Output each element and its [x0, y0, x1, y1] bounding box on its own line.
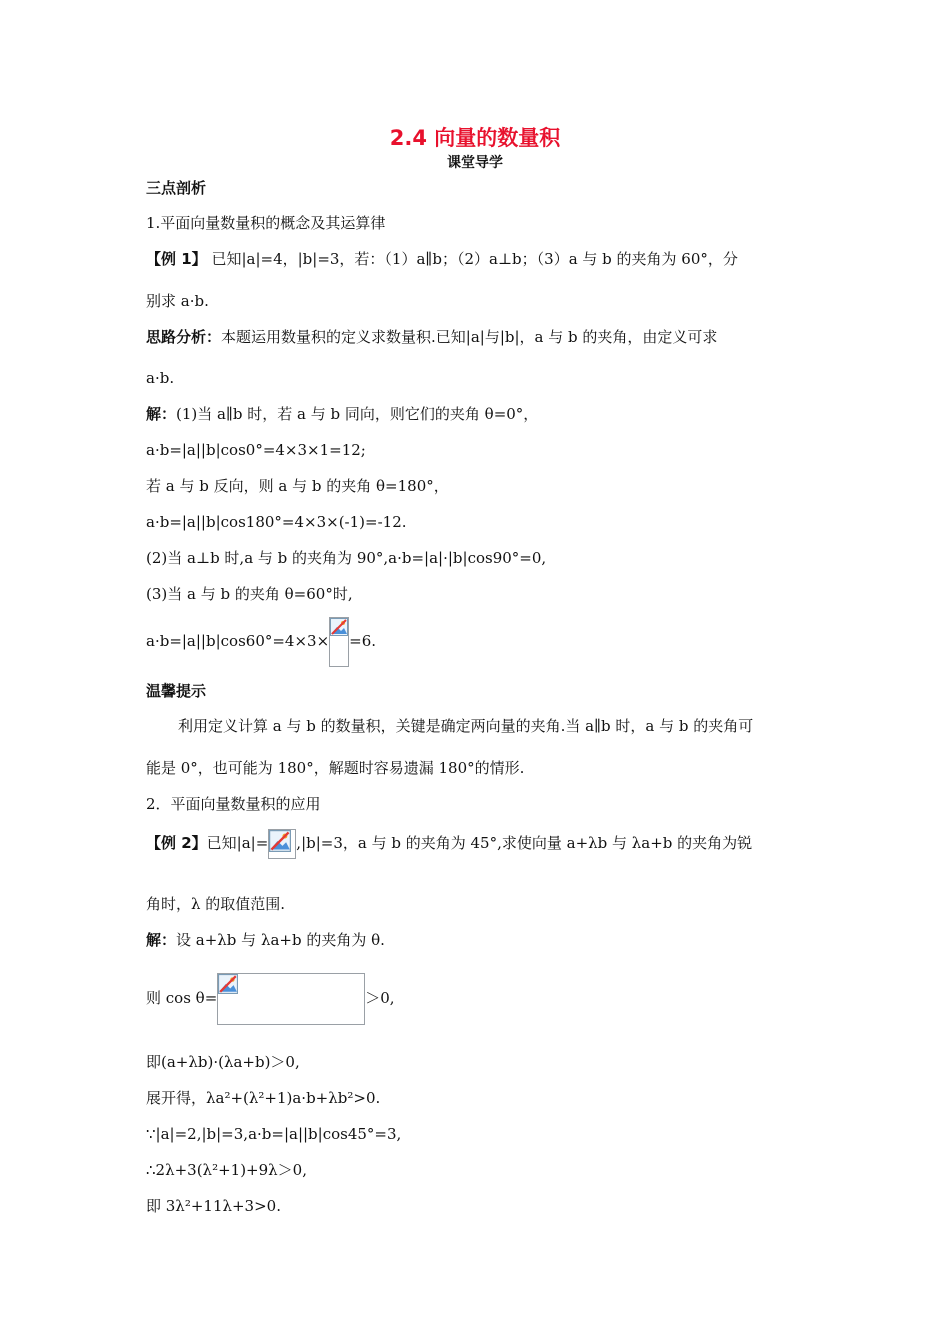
section-heading-analysis: 三点剖析 [146, 179, 207, 197]
solution-2-step-5: ∵|a|=2,|b|=3,a·b=|a||b|cos45°=3, [146, 1125, 402, 1143]
solution-step-3: 若 a 与 b 反向，则 a 与 b 的夹角 θ=180°， [146, 477, 449, 495]
analysis-text-cont: a·b. [146, 369, 175, 387]
point-2-heading: 2．平面向量数量积的应用 [146, 795, 321, 813]
solution-step-7-result: =6. [349, 632, 377, 650]
sqrt-image-icon [268, 829, 296, 859]
solution-2-step-6: ∴2λ+3(λ²+1)+9λ＞0, [146, 1161, 307, 1179]
example-2-label: 【例 2】 [146, 834, 207, 852]
solution-2-step-2-tail: ＞0, [365, 989, 395, 1007]
solution-2-line [146, 930, 385, 950]
example-1-text: 已知|a|=4，|b|=3，若：（1）a∥b；（2）a⊥b；（3）a 与 b 的夹角为 60°，分 [211, 250, 738, 268]
example-2-text-a: 已知|a|= [206, 834, 269, 852]
tip-text-1: 利用定义计算 a 与 b 的数量积，关键是确定两向量的夹角.当 a∥b 时，a 与 b 的夹角可 [178, 717, 754, 735]
analysis-text: 本题运用数量积的定义求数量积.已知|a|与|b|，a 与 b 的夹角，由定义可求 [221, 328, 718, 346]
solution-step-6: (3)当 a 与 b 的夹角 θ=60°时, [146, 585, 353, 603]
point-1-heading: 1.平面向量数量积的概念及其运算律 [146, 214, 386, 232]
cosine-formula-image-icon [217, 973, 365, 1025]
example-2-text-b: ,|b|=3，a 与 b 的夹角为 45°,求使向量 a+λb 与 λa+b 的夹角为锐 [296, 834, 753, 852]
example-1-line [146, 249, 738, 269]
tip-text-2: 能是 0°，也可能为 180°，解题时容易遗漏 180°的情形. [146, 759, 525, 777]
example-2-line [146, 828, 752, 859]
example-1-label: 【例 1】 [146, 250, 207, 268]
solution-2-step-1: 设 a+λb 与 λa+b 的夹角为 θ. [176, 931, 385, 949]
analysis-line [146, 327, 717, 347]
solution-step-7 [146, 616, 376, 667]
solution-step-5: (2)当 a⊥b 时,a 与 b 的夹角为 90°,a·b=|a|·|b|cos90°=0, [146, 549, 547, 567]
doc-title: 2.4 向量的数量积 [389, 126, 561, 150]
solution-2-step-2-text: 则 cos θ= [146, 989, 218, 1007]
solution-2-step-4: 展开得，λa²+(λ²+1)a·b+λb²>0. [146, 1089, 381, 1107]
tip-heading: 温馨提示 [146, 682, 207, 700]
solution-2-step-3: 即(a+λb)·(λa+b)＞0, [146, 1053, 300, 1071]
example-1-text-cont: 别求 a·b. [146, 292, 209, 310]
solution-step-1: (1)当 a∥b 时，若 a 与 b 同向，则它们的夹角 θ=0°， [176, 405, 539, 423]
fraction-image-icon [329, 617, 349, 667]
doc-subtitle: 课堂导学 [447, 155, 503, 171]
solution-step-7-text: a·b=|a||b|cos60°=4×3× [146, 632, 330, 650]
analysis-label: 思路分析： [146, 328, 222, 346]
solution-1-line [146, 404, 538, 424]
solution-step-2: a·b=|a||b|cos0°=4×3×1=12; [146, 441, 366, 459]
solution-2-step-7: 即 3λ²+11λ+3>0. [146, 1197, 281, 1215]
example-2-text-cont: 角时，λ 的取值范围. [146, 895, 286, 913]
solution-2-label: 解： [146, 931, 177, 949]
solution-step-4: a·b=|a||b|cos180°=4×3×(-1)=-12. [146, 513, 407, 531]
solution-2-step-2 [146, 973, 395, 1025]
solution-label: 解： [146, 405, 177, 423]
